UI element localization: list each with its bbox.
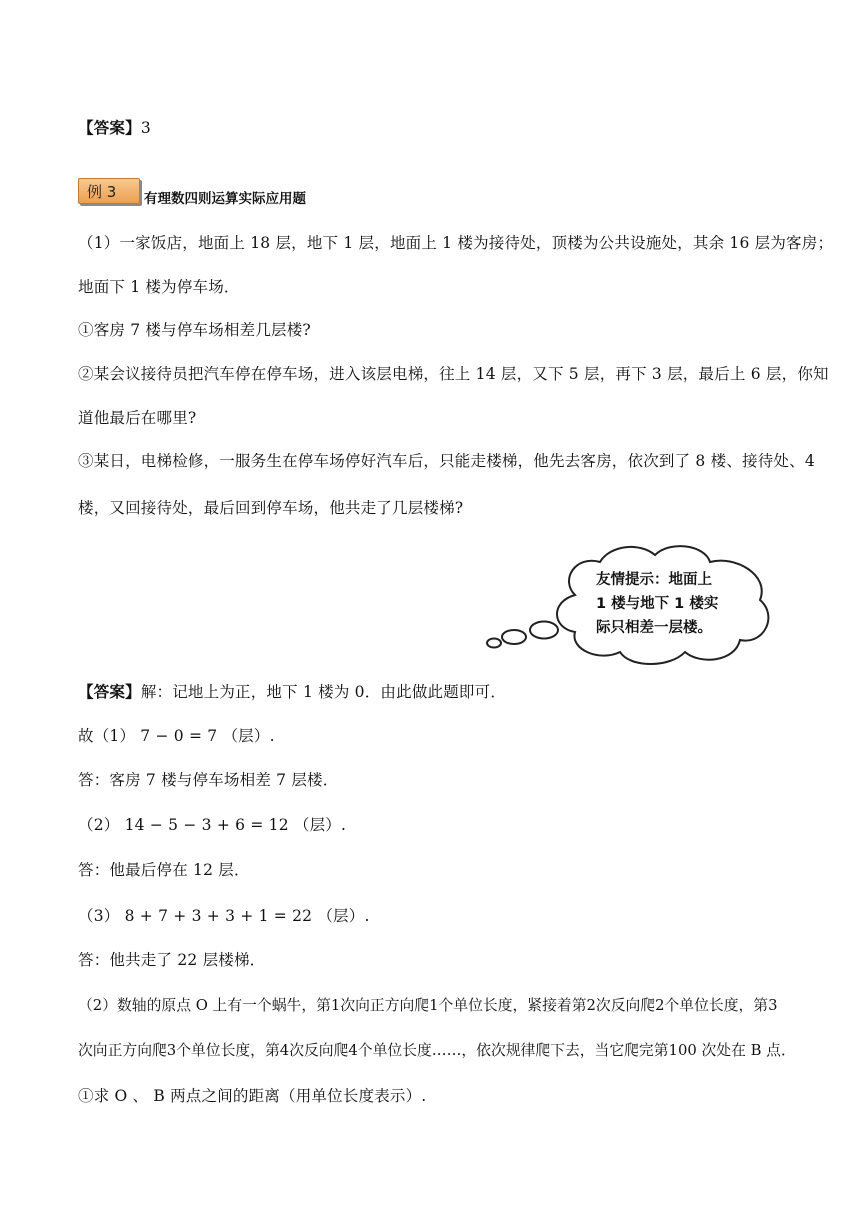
solution-line: 答：客房 7 楼与停车场相差 7 层楼． <box>78 771 339 789</box>
answer-label: 【答案】 <box>78 682 141 701</box>
hint-line: 1 楼与地下 1 楼实 <box>596 596 719 612</box>
problem-line: ②某会议接待员把汽车停在停车场，进入该层电梯，往上 14 层，又下 5 层，再下 3 层，最后上 6 层，你知 <box>78 365 829 383</box>
problem-line: （2）数轴的原点 O 上有一个蜗牛，第1次向正方向爬1个单位长度，紧接着第2次反向爬2个单位长度，第3 <box>78 997 778 1014</box>
hint-line: 友情提示：地面上 <box>596 572 712 588</box>
problem-line: ①求 O 、 B 两点之间的距离（用单位长度表示）. <box>78 1087 427 1105</box>
solution-line: （2） 14 − 5 − 3 + 6 = 12 （层）. <box>78 816 347 834</box>
solution-line: 答：他最后停在 12 层． <box>78 861 250 879</box>
problem-line: 道他最后在哪里? <box>78 409 197 427</box>
example-title: 有理数四则运算实际应用题 <box>144 191 306 207</box>
solution-line: （3） 8 + 7 + 3 + 3 + 1 = 22 （层）. <box>78 907 370 925</box>
problem-line: 次向正方向爬3个单位长度，第4次反向爬4个单位长度……，依次规律爬下去，当它爬完第100 次处在 B 点． <box>78 1042 796 1059</box>
answer-label: 【答案】 <box>78 118 141 137</box>
solution-line: 答：他共走了 22 层楼梯． <box>78 951 266 969</box>
problem-line: ①客房 7 楼与停车场相差几层楼? <box>78 321 311 339</box>
example-tag <box>78 178 140 204</box>
answer-line <box>78 118 151 138</box>
hint-line: 际只相差一层楼。 <box>596 620 712 636</box>
problem-line: （1）一家饭店，地面上 18 层，地下 1 层，地面上 1 楼为接待处，顶楼为公共设施处，其余 16 层为客房； <box>78 234 834 252</box>
problem-line: 地面下 1 楼为停车场． <box>78 278 240 296</box>
solution-line: 故（1） 7 − 0 = 7 （层）. <box>78 727 275 745</box>
answer-line <box>78 682 506 702</box>
problem-line: ③某日，电梯检修，一服务生在停车场停好汽车后，只能走楼梯，他先去客房，依次到了 8 楼、接待处、4 <box>78 452 815 470</box>
example-tag-label: 例 3 <box>87 183 117 201</box>
problem-line: 楼，又回接待处，最后回到停车场，他共走了几层楼梯? <box>78 499 464 517</box>
answer-text: 解：记地上为正，地下 1 楼为 0．由此做此题即可． <box>140 683 507 701</box>
answer-value: 3 <box>140 119 151 137</box>
hint-text <box>596 568 756 640</box>
